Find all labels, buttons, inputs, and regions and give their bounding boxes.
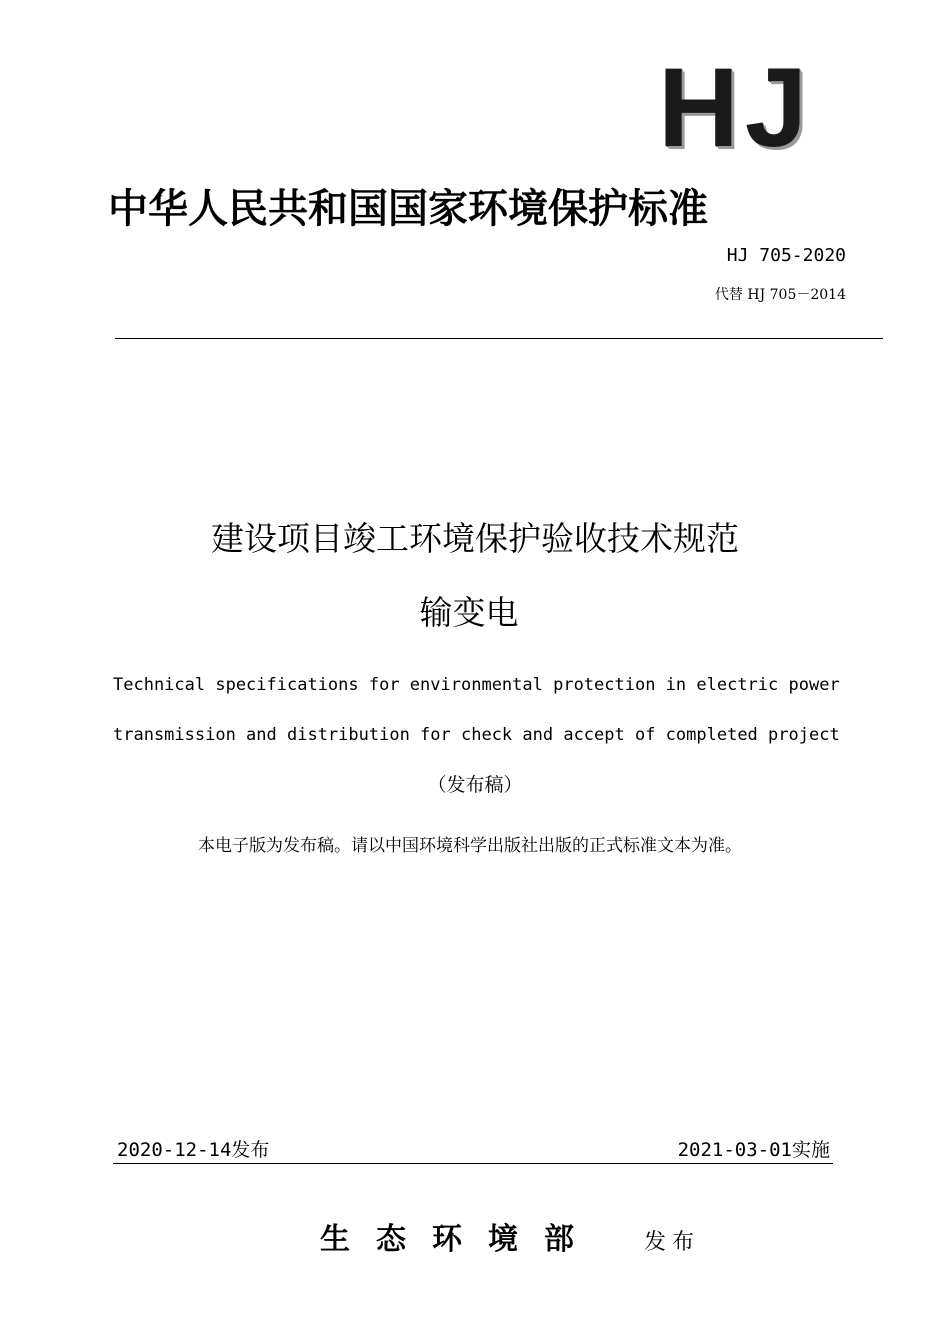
- electronic-version-notice: 本电子版为发布稿。请以中国环境科学出版社出版的正式标准文本为准。: [198, 836, 742, 856]
- header-divider: [115, 338, 883, 339]
- document-subtitle: 输变电: [419, 593, 519, 632]
- english-title-line2: transmission and distribution for check and accept of completed project: [113, 725, 840, 745]
- standard-code: HJ 705-2020: [726, 245, 846, 266]
- publisher-name: 生态环境部: [320, 1222, 600, 1257]
- issue-word: 发布: [231, 1139, 270, 1161]
- publish-word: 发布: [644, 1230, 701, 1255]
- implement-word: 实施: [791, 1139, 830, 1161]
- document-title: 建设项目竣工环境保护验收技术规范: [211, 519, 739, 558]
- draft-note: （发布稿）: [427, 774, 523, 796]
- footer-divider: [113, 1163, 833, 1164]
- standard-title: 中华人民共和国国家环境保护标准: [108, 185, 708, 232]
- issue-date-line: [117, 1137, 269, 1163]
- implement-date-line: [678, 1137, 830, 1163]
- replaces-code: 代替 HJ 705－2014: [714, 287, 846, 303]
- hj-logo: [658, 45, 838, 170]
- hj-logo-text: HJ: [658, 45, 814, 170]
- implement-date: 2021-03-01: [677, 1139, 792, 1161]
- english-title-line1: Technical specifications for environmental protection in electric power: [113, 675, 840, 695]
- issue-date: 2020-12-14: [117, 1139, 232, 1161]
